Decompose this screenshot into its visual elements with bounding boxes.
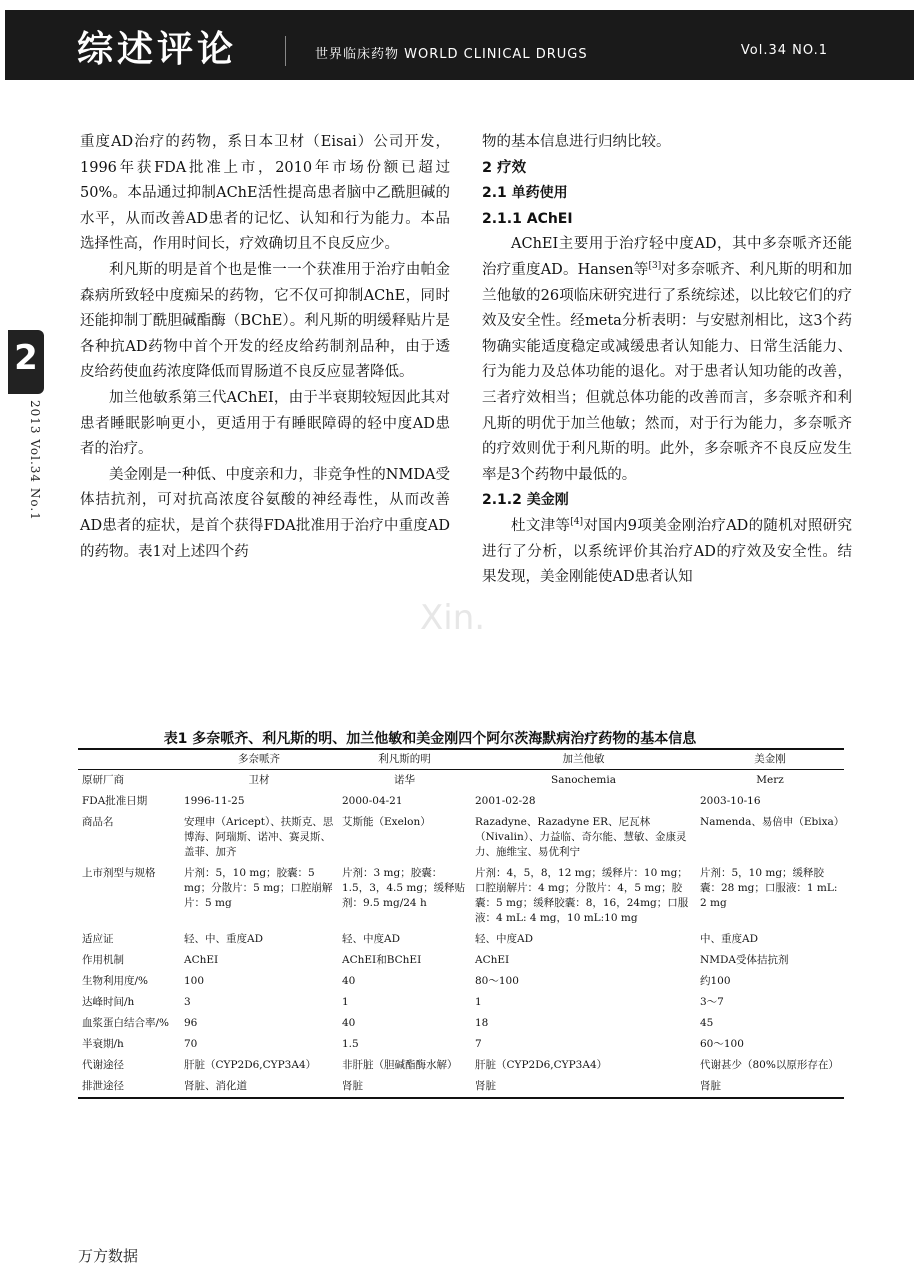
table-cell: 45 <box>700 1017 714 1029</box>
table-column-header: 美金刚 <box>754 753 786 765</box>
table-row <box>78 1076 844 1098</box>
table-row <box>78 1034 844 1055</box>
table-cell: 40 <box>342 975 356 987</box>
heading-efficacy: 2 疗效 <box>482 159 527 176</box>
table-cell: 片剂：5，10 mg；缓释胶囊：28 mg；口服液：1 mL: 2 mg <box>700 867 838 909</box>
journal-header <box>5 10 914 80</box>
table-cell: 1 <box>342 996 349 1008</box>
table-cell: 肝脏（CYP2D6,CYP3A4） <box>475 1059 608 1071</box>
row-label: 作用机制 <box>82 954 124 966</box>
row-label: 代谢途径 <box>82 1059 124 1071</box>
watermark: Xin. <box>420 598 486 638</box>
paragraph <box>482 232 852 488</box>
row-label: 达峰时间/h <box>82 996 135 1008</box>
table-cell: Sanochemia <box>551 774 616 786</box>
left-column <box>80 130 450 565</box>
table-cell: 3～7 <box>700 996 724 1008</box>
table-row <box>78 971 844 992</box>
table-cell: 肾脏 <box>700 1080 721 1092</box>
table-cell: 约100 <box>700 975 731 987</box>
table-row <box>78 791 844 812</box>
table-cell: 2003-10-16 <box>700 795 761 807</box>
row-label: 上市剂型与规格 <box>82 867 156 879</box>
row-label: 商品名 <box>82 816 114 828</box>
table-cell: 卫材 <box>248 774 270 786</box>
text-run: 对多奈哌齐、利凡斯的明和加兰他敏的26项临床研究进行了系统综述，以比较它们的疗效及安全性。经meta分析表明：与安慰剂相比，这3个药物确实能适度稳定或减缓患者认知能力、日常生活能力、行为能力及总体功能的退化。对于患者认知功能的改善，三者疗效相当；但就总体功能的改善而言，多奈哌齐和利凡斯的明优于加兰他敏；然而，对于行为能力，多奈哌齐的疗效则优于利凡斯的明。此外，多奈哌齐不良反应发生率是3个药物中最低的。 <box>482 261 852 483</box>
reference-4: [4] <box>570 517 584 528</box>
table-cell: 1.5 <box>342 1038 359 1050</box>
table-cell: 80～100 <box>475 975 519 987</box>
table-cell: 60～100 <box>700 1038 744 1050</box>
row-label: 生物利用度/% <box>82 975 149 987</box>
footer-logo: 万方数据 <box>78 1247 139 1265</box>
table-cell: AChEI和BChEI <box>342 954 422 966</box>
table-cell: 肾脏、消化道 <box>184 1080 247 1092</box>
table-cell: 2000-04-21 <box>342 795 403 807</box>
table-cell: 100 <box>184 975 205 987</box>
table-cell: AChEI <box>475 954 510 966</box>
row-label: 原研厂商 <box>82 774 124 786</box>
table-column-header: 利凡斯的明 <box>378 753 431 765</box>
table-row <box>78 950 844 971</box>
table-cell: 2001-02-28 <box>475 795 536 807</box>
volume-label: Vol.34 NO.1 <box>740 43 828 58</box>
table-cell: AChEI <box>184 954 219 966</box>
table-row <box>78 992 844 1013</box>
paragraph: 美金刚是一种低、中度亲和力，非竞争性的NMDA受体拮抗剂，可对抗高浓度谷氨酸的神经毒性，从而改善AD患者的症状，是首个获得FDA批准用于治疗中重度AD的药物。表1对上述四个药 <box>80 466 450 560</box>
table-cell: 中、重度AD <box>700 933 759 945</box>
table-cell: 片剂：3 mg；胶囊：1.5，3，4.5 mg；缓释贴剂：9.5 mg/24 h <box>342 867 466 909</box>
row-label: 适应证 <box>82 933 114 945</box>
heading-memantine: 2.1.2 美金刚 <box>482 492 569 509</box>
table-cell: 96 <box>184 1017 198 1029</box>
table-row <box>78 863 844 929</box>
table-cell: NMDA受体拮抗剂 <box>700 954 789 966</box>
row-label: 半衰期/h <box>82 1038 124 1050</box>
row-label: FDA批准日期 <box>82 795 148 807</box>
header-divider <box>285 36 286 66</box>
paragraph: 物的基本信息进行归纳比较。 <box>482 134 671 150</box>
table-column-header: 多奈哌齐 <box>238 753 280 765</box>
table-column-header <box>78 749 180 770</box>
journal-name: 世界临床药物 WORLD CLINICAL DRUGS <box>315 47 588 62</box>
table-caption: 表1 多奈哌齐、利凡斯的明、加兰他敏和美金刚四个阿尔茨海默病治疗药物的基本信息 <box>163 731 697 747</box>
table-row <box>78 1055 844 1076</box>
table-cell: 3 <box>184 996 191 1008</box>
section-title: 综述评论 <box>77 29 238 70</box>
table-cell: Namenda、易倍申（Ebixa） <box>700 816 845 828</box>
table-cell: Merz <box>756 774 784 786</box>
paragraph: 加兰他敏系第三代AChEI，由于半衰期较短因此其对患者睡眠影响更小，更适用于有睡眠障碍的轻中度AD患者的治疗。 <box>80 389 450 458</box>
table-cell: 轻、中度AD <box>475 933 534 945</box>
table-cell: 非肝脏（胆碱酯酶水解） <box>342 1059 458 1071</box>
table-row <box>78 1013 844 1034</box>
table-cell: 70 <box>184 1038 198 1050</box>
side-issue-label: 2013 Vol.34 No.1 <box>28 400 42 521</box>
table-row <box>78 929 844 950</box>
paragraph: 利凡斯的明是首个也是惟一一个获准用于治疗由帕金森病所致轻中度痴呆的药物，它不仅可抑制AChE，同时还能抑制丁酰胆碱酯酶（BChE）。利凡斯的明缓释贴片是各种抗AD药物中首个开发的经皮给药制剂品种，由于透皮给药使血药浓度降低而胃肠道不良反应显著降低。 <box>80 261 450 381</box>
table-cell: 代谢甚少（80%以原形存在） <box>700 1059 839 1071</box>
paragraph: 重度AD治疗的药物，系日本卫材（Eisai）公司开发，1996年获FDA批准上市，2010年市场份额已超过50%。本品通过抑制AChE活性提高患者脑中乙酰胆碱的水平，从而改善AD患者的记忆、认知和行为能力。本品选择性高，作用时间长，疗效确切且不良反应少。 <box>80 134 450 253</box>
table-header-row <box>78 749 844 770</box>
table-cell: 40 <box>342 1017 356 1029</box>
text-run: 杜文津等 <box>511 517 571 534</box>
table-cell: 片剂：4，5，8，12 mg；缓释片：10 mg；口腔崩解片：4 mg；分散片：4，5 mg；胶囊：5 mg；缓释胶囊：8，16，24mg；口服液：4 mL: 4 mg，10 mL:10 mg <box>475 867 689 924</box>
table-column-header: 加兰他敏 <box>562 753 605 765</box>
paragraph <box>482 514 852 591</box>
table-cell: 轻、中、重度AD <box>184 933 264 945</box>
table-cell: Razadyne、Razadyne ER、尼瓦林（Nivalin）、力益临、奇尔能、慧敏、金康灵力、施维宝、易优利宁 <box>475 816 687 858</box>
text-run: AChEI主要用于治疗轻中度AD，其中多奈哌齐还能治疗重度AD。Hansen等 <box>482 236 852 278</box>
table-row <box>78 812 844 863</box>
table-cell: 片剂：5，10 mg；胶囊：5 mg；分散片：5 mg；口腔崩解片：5 mg <box>184 867 333 909</box>
page-side-badge: 2 <box>8 330 44 394</box>
table-row <box>78 770 844 792</box>
row-label: 血浆蛋白结合率/% <box>82 1017 170 1029</box>
right-column <box>482 130 852 591</box>
table-cell: 诺华 <box>394 774 415 786</box>
table-cell: 安理申（Aricept）、扶斯克、思博海、阿瑞斯、诺冲、赛灵斯、盖菲、加齐 <box>184 816 334 858</box>
text-run: 对国内9项美金刚治疗AD的随机对照研究进行了分析，以系统评价其治疗AD的疗效及安全性。结果发现，美金刚能使AD患者认知 <box>482 517 852 586</box>
table-cell: 艾斯能（Exelon） <box>342 816 431 828</box>
row-label: 排泄途径 <box>82 1080 124 1092</box>
table-cell: 7 <box>475 1038 482 1050</box>
reference-3: [3] <box>648 261 662 272</box>
drug-info-table <box>78 748 844 1099</box>
heading-achei: 2.1.1 AChEI <box>482 210 573 227</box>
table-cell: 18 <box>475 1017 489 1029</box>
table-body <box>78 770 844 1099</box>
table-cell: 1996-11-25 <box>184 795 245 807</box>
table-cell: 肾脏 <box>475 1080 496 1092</box>
table-cell: 肝脏（CYP2D6,CYP3A4） <box>184 1059 317 1071</box>
heading-monotherapy: 2.1 单药使用 <box>482 185 568 202</box>
table-cell: 轻、中度AD <box>342 933 401 945</box>
table-cell: 1 <box>475 996 482 1008</box>
table-cell: 肾脏 <box>342 1080 363 1092</box>
